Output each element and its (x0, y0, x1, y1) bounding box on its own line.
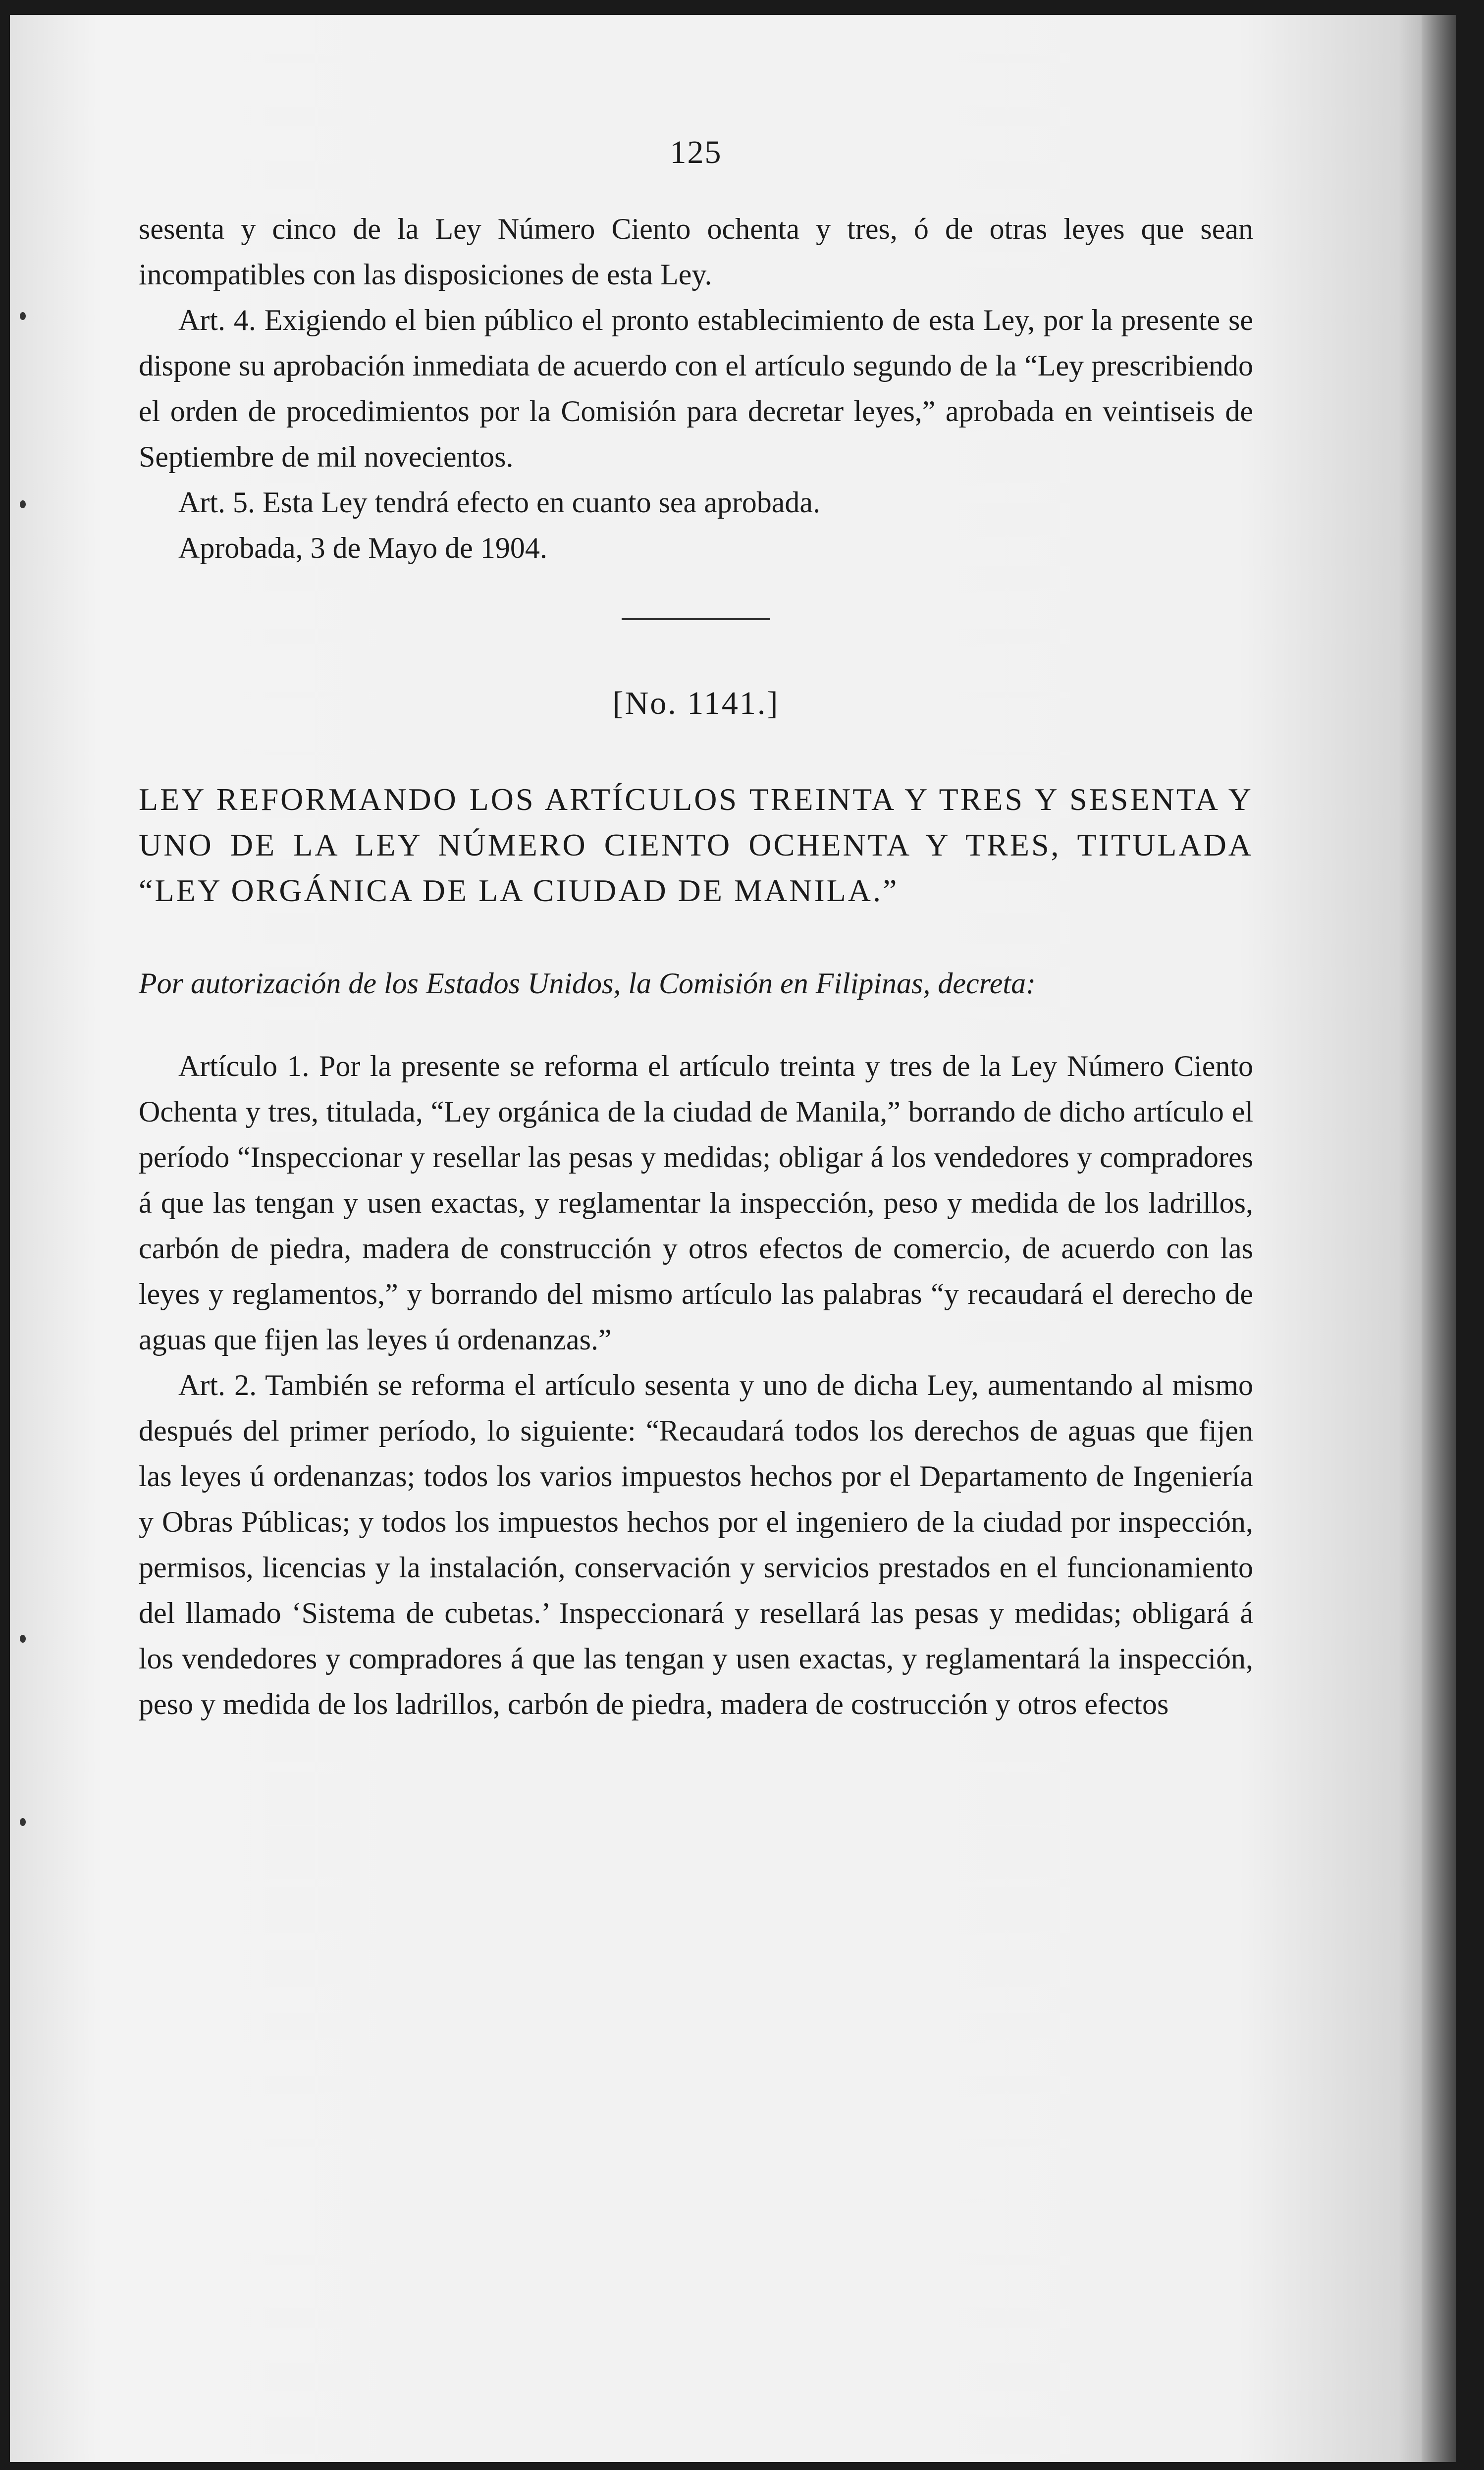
margin-mark (20, 500, 26, 508)
law-title: LEY REFORMANDO LOS ARTÍCULOS TREINTA Y TRES Y SESENTA Y UNO DE LA LEY NÚMERO CIENTO OCHENTA Y TRES, TITULADA “LEY ORGÁNICA DE LA CIUDAD DE MANILA.” (139, 782, 1253, 908)
margin-mark (20, 1635, 26, 1643)
section-divider (622, 618, 770, 620)
margin-mark (20, 312, 26, 320)
enacting-clause: Por autorización de los Estados Unidos, la Comisión en Filipinas, decreta: (139, 967, 1036, 1000)
article-1: Artículo 1. Por la presente se reforma el artículo treinta y tres de la Ley Número Ciento Ochenta y tres, titulada, “Ley orgánica de la ciudad de Manila,” borrando de dicho artículo el período “Inspeccionar y resellar las pesas y medidas; obligar á los vendedores y compradores á que las tengan y usen exactas, y reglamentar la inspección, peso y medida de los ladrillos, carbón de piedra, madera de construcción y otros efectos de comercio, de acuerdo con las leyes y reglamentos,” y borrando del mismo artículo las palabras “y recaudará el derecho de aguas que fijen las leyes ú ordenanzas.” (139, 1050, 1253, 1356)
page-spine-shadow (1422, 15, 1456, 2462)
article-2: Art. 2. También se reforma el artículo sesenta y uno de dicha Ley, aumentando al mismo después del primer período, lo siguiente: “Recaudará todos los derechos de aguas que fijen las leyes ú ordenanzas; todos los varios impuestos hechos por el Departamento de Ingeniería y Obras Públicas; y todos los impuestos hechos por el ingeniero de la ciudad por inspección, permisos, licencias y la instalación, conservación y servicios prestados en el funcionamiento del llamado ‘Sistema de cubetas.’ Inspeccionará y resellará las pesas y medidas; obligará á los vendedores y compradores á que las tengan y usen exactas, y reglamentará la inspección, peso y medida de los ladrillos, carbón de piedra, madera de costrucción y otros efectos (139, 1369, 1253, 1720)
continued-paragraph: sesenta y cinco de la Ley Número Ciento ochenta y tres, ó de otras leyes que sean incompatibles con las disposiciones de esta Ley. (139, 213, 1253, 291)
page-number: 125 (670, 134, 722, 170)
approval-date: Aprobada, 3 de Mayo de 1904. (178, 532, 547, 564)
page-text (139, 134, 1253, 1727)
law-number: [No. 1141.] (612, 685, 780, 721)
book-page (10, 15, 1456, 2462)
article-5: Art. 5. Esta Ley tendrá efecto en cuanto sea aprobada. (178, 486, 821, 519)
article-4: Art. 4. Exigiendo el bien público el pronto establecimiento de esta Ley, por la presente se dispone su aprobación inmediata de acuerdo con el artículo segundo de la “Ley prescribiendo el orden de procedimientos por la Comisión para decretar leyes,” aprobada en veintiseis de Septiembre de mil novecientos. (139, 304, 1253, 473)
margin-mark (20, 1818, 26, 1826)
